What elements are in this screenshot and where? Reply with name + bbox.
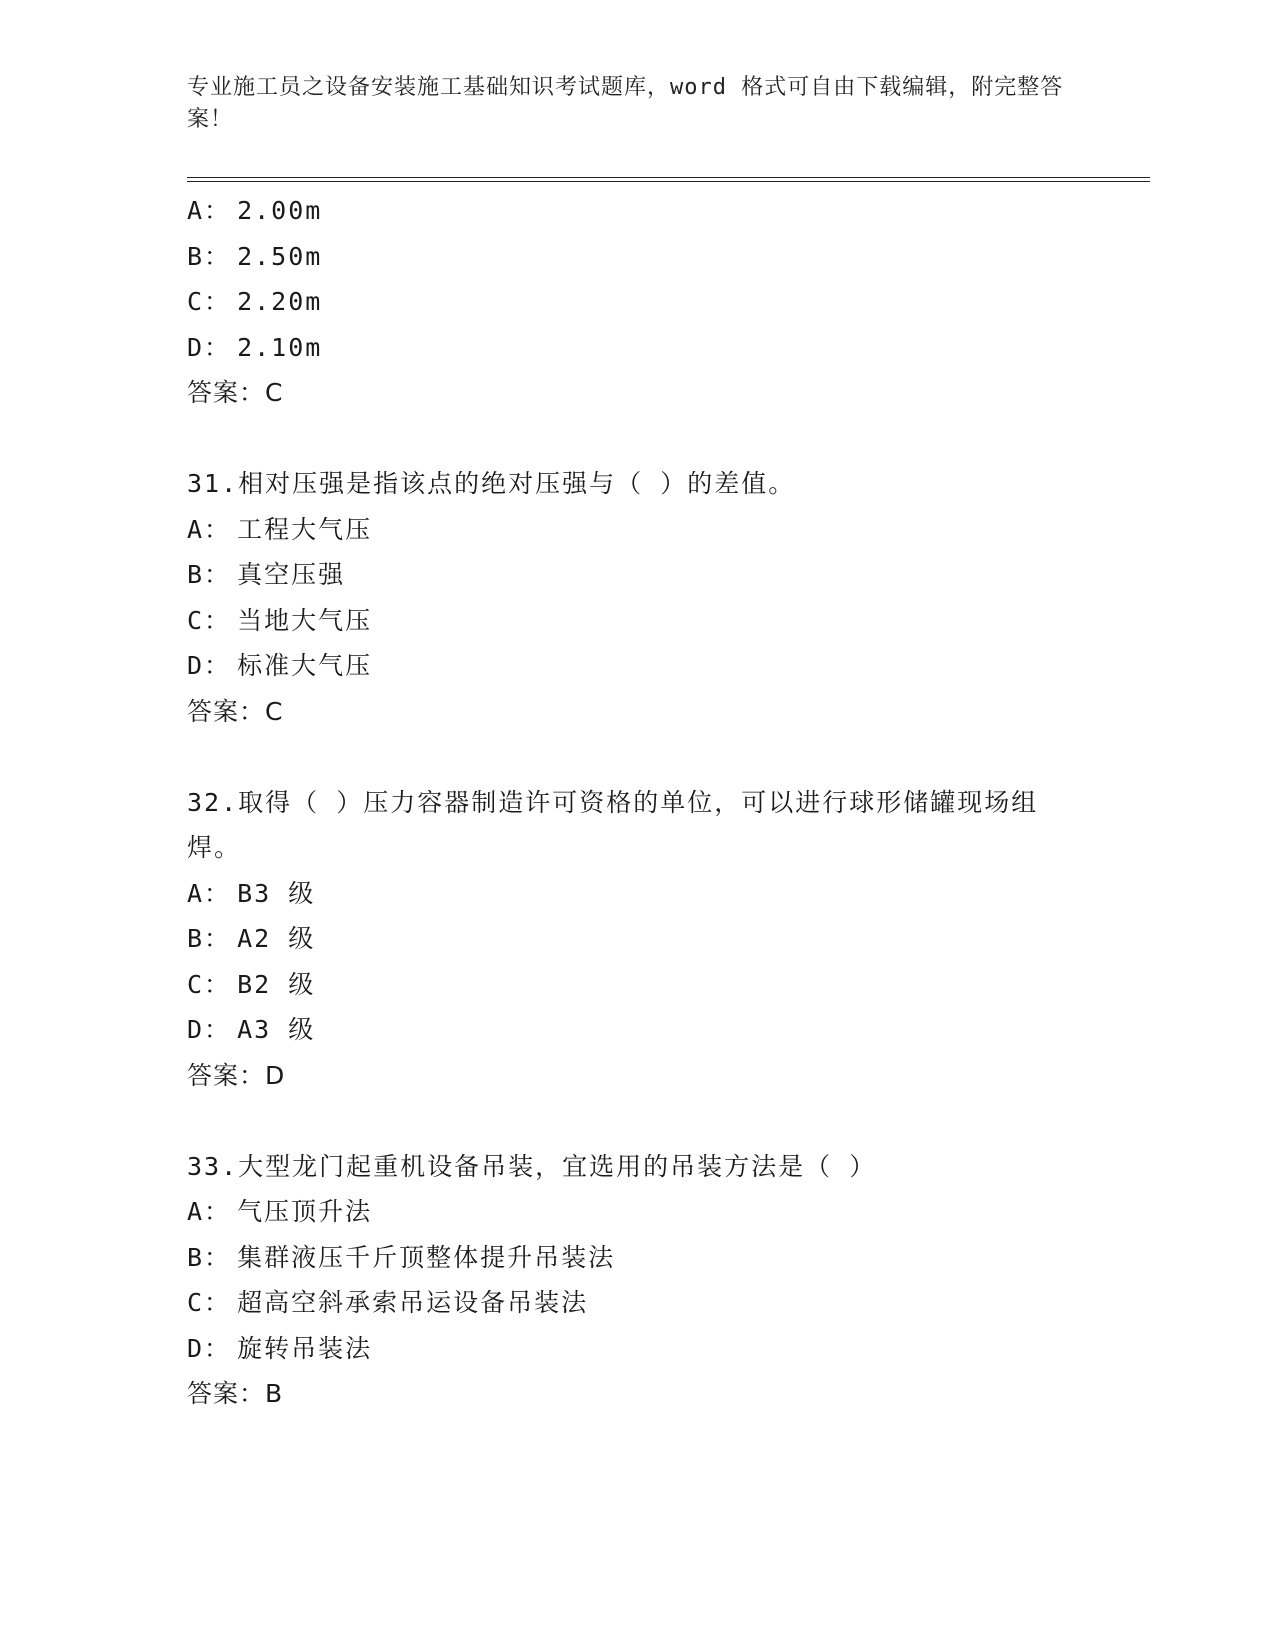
option-label: C： [187, 605, 232, 635]
option-label: C： [187, 969, 232, 999]
option-a [187, 1189, 1147, 1235]
question-stem [187, 1144, 1147, 1190]
option-text: 真空压强 [237, 560, 346, 589]
option-text: A3 级 [237, 1015, 316, 1044]
option-label: D： [187, 651, 232, 680]
option-text: A2 级 [237, 924, 316, 953]
option-text: 旋转吊装法 [237, 1333, 373, 1363]
option-label: D： [187, 332, 232, 362]
header-rule-top [187, 177, 1150, 178]
answer-line: 答案：B [187, 1379, 284, 1408]
option-c [187, 962, 1147, 1008]
answer-line: 答案：C [187, 696, 284, 726]
spacer [187, 416, 1147, 462]
question-number: 33. [187, 1151, 239, 1181]
option-label: D： [187, 1333, 232, 1363]
option-b [187, 916, 1147, 962]
option-a [187, 507, 1147, 553]
option-d [187, 643, 1147, 689]
option-label: A： [187, 196, 232, 225]
option-text: 超高空斜承索吊运设备吊装法 [237, 1288, 589, 1317]
option-label: D： [187, 1015, 232, 1044]
option-a [187, 188, 1147, 234]
page-header-title: 专业施工员之设备安装施工基础知识考试题库，word 格式可自由下载编辑，附完整答案！ [187, 75, 1064, 132]
spacer [187, 734, 1147, 780]
option-a [187, 871, 1147, 917]
option-label: A： [187, 1197, 232, 1226]
spacer [187, 1098, 1147, 1144]
answer-line: 答案：D [187, 1060, 286, 1090]
partial-question [187, 188, 1147, 416]
question-number: 32. [187, 787, 239, 817]
option-text: 2.10m [237, 332, 323, 362]
option-d [187, 325, 1147, 371]
option-d [187, 1326, 1147, 1372]
question-list [187, 188, 1147, 1417]
option-d [187, 1007, 1147, 1053]
option-text: 工程大气压 [237, 514, 373, 544]
option-text: 2.20m [237, 287, 323, 316]
question-32 [187, 780, 1147, 1099]
option-text: 标准大气压 [237, 651, 373, 680]
question-31 [187, 461, 1147, 734]
option-text: 气压顶升法 [237, 1197, 373, 1226]
option-label: B： [187, 560, 232, 589]
option-text: 2.50m [237, 241, 323, 271]
question-text: 大型龙门起重机设备吊装，宜选用的吊装方法是（ ） [238, 1151, 877, 1181]
question-number: 31. [187, 469, 239, 498]
option-label: B： [187, 924, 232, 953]
option-b [187, 1235, 1147, 1281]
option-c [187, 598, 1147, 644]
option-b [187, 234, 1147, 280]
option-text: 集群液压千斤顶整体提升吊装法 [237, 1242, 616, 1272]
answer-line: 答案：C [187, 378, 284, 407]
option-label: A： [187, 878, 232, 908]
question-text: 相对压强是指该点的绝对压强与（ ）的差值。 [238, 469, 796, 498]
question-text: 取得（ ）压力容器制造许可资格的单位，可以进行球形储罐现场组焊。 [187, 787, 1039, 862]
option-text: 2.00m [237, 196, 323, 225]
question-stem [187, 780, 1067, 871]
option-text: B2 级 [237, 969, 316, 999]
option-label: B： [187, 241, 232, 271]
option-label: C： [187, 1288, 232, 1317]
option-b [187, 552, 1147, 598]
option-label: B： [187, 1242, 232, 1272]
option-label: C： [187, 287, 232, 316]
question-33 [187, 1144, 1147, 1417]
option-text: 当地大气压 [237, 605, 373, 635]
option-c [187, 1280, 1147, 1326]
option-label: A： [187, 514, 232, 544]
option-c [187, 279, 1147, 325]
option-text: B3 级 [237, 878, 316, 908]
question-stem [187, 461, 1147, 507]
header-rule-bottom [187, 181, 1150, 182]
